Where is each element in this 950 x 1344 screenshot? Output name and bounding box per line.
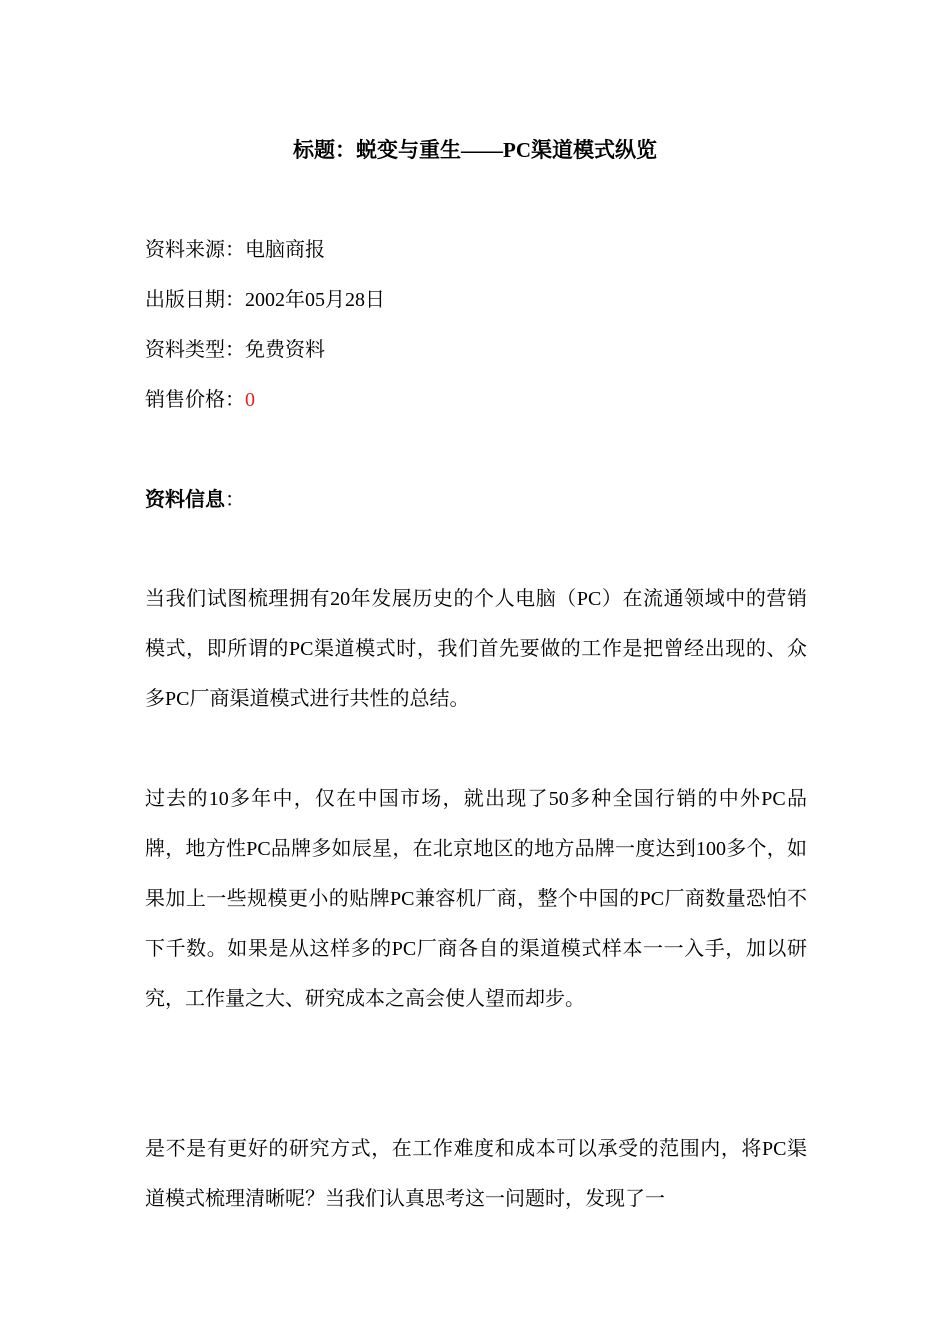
meta-date-label: 出版日期： <box>145 289 245 311</box>
section-heading-text: 资料信息 <box>145 489 225 511</box>
meta-source-value: 电脑商报 <box>245 239 325 261</box>
meta-price <box>145 382 385 418</box>
meta-type <box>145 332 385 368</box>
meta-price-value: 0 <box>245 389 255 411</box>
body-paragraph-3: 是不是有更好的研究方式，在工作难度和成本可以承受的范围内，将PC渠道模式梳理清晰呢？当我们认真思考这一问题时，发现了一 <box>145 1138 807 1210</box>
meta-date-value: 2002年05月28日 <box>245 289 385 311</box>
meta-type-label: 资料类型： <box>145 339 245 361</box>
meta-date <box>145 282 385 318</box>
section-heading <box>145 482 245 518</box>
meta-type-value: 免费资料 <box>245 339 325 361</box>
body-paragraph-2: 过去的10多年中，仅在中国市场，就出现了50多种全国行销的中外PC品牌，地方性PC品牌多如辰星，在北京地区的地方品牌一度达到100多个，如果加上一些规模更小的贴牌PC兼容机厂商，整个中国的PC厂商数量恐怕不下千数。如果是从这样多的PC厂商各自的渠道模式样本一一入手，加以研究，工作量之大、研究成本之高会使人望而却步。 <box>145 788 807 1010</box>
document-meta-list <box>145 232 385 432</box>
body-paragraph-1: 当我们试图梳理拥有20年发展历史的个人电脑（PC）在流通领域中的营销模式，即所谓的PC渠道模式时，我们首先要做的工作是把曾经出现的、众多PC厂商渠道模式进行共性的总结。 <box>145 588 807 710</box>
meta-source-label: 资料来源： <box>145 239 245 261</box>
meta-price-label: 销售价格： <box>145 389 245 411</box>
section-heading-colon: ： <box>225 489 245 511</box>
document-title: 标题：蜕变与重生——PC渠道模式纵览 <box>293 138 657 162</box>
meta-source <box>145 232 385 268</box>
